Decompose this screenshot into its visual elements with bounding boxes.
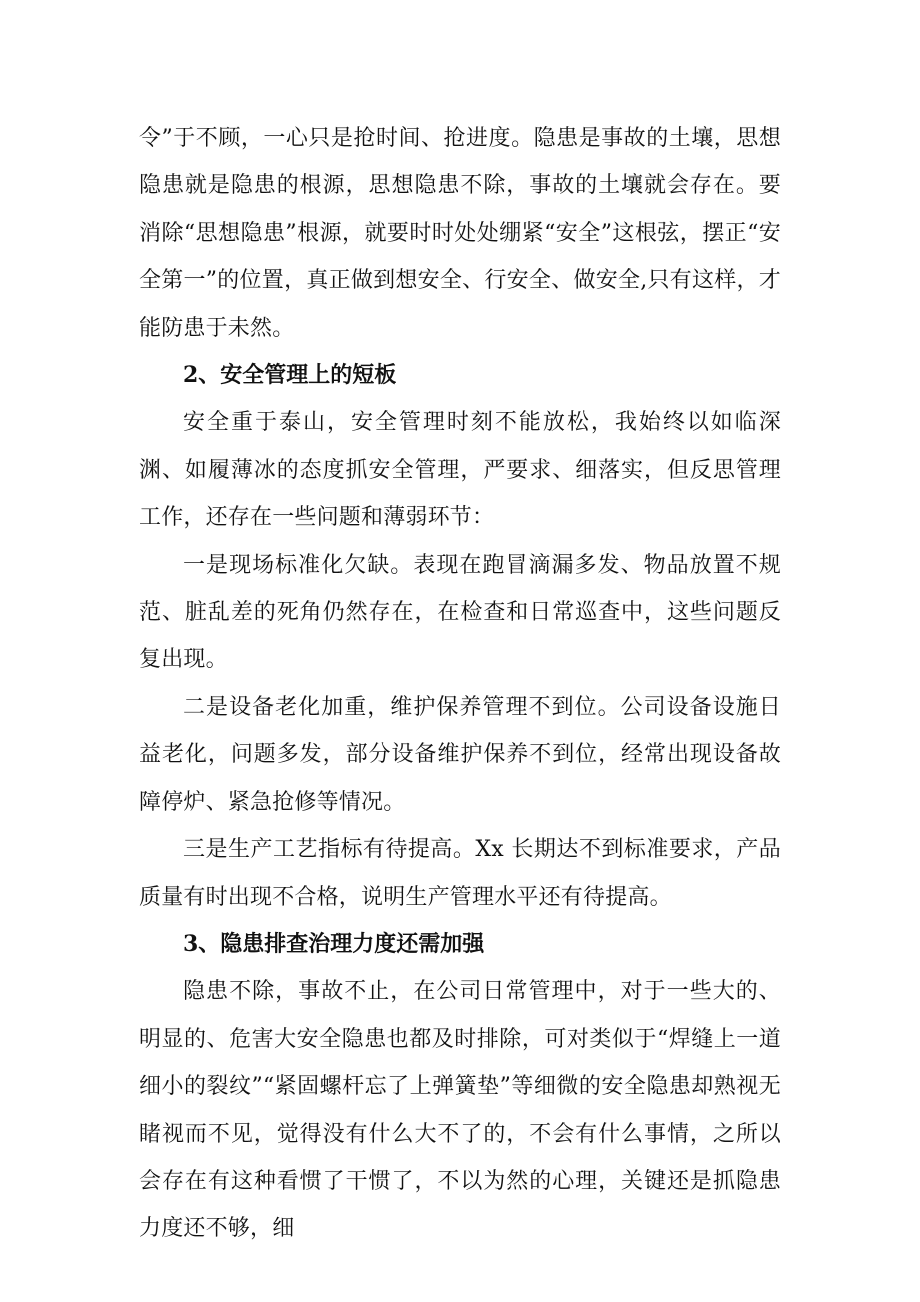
paragraph-hazard-inspection: 隐患不除，事故不止，在公司日常管理中，对于一些大的、明显的、危害大安全隐患也都及时排除，可对类似于“焊缝上一道细小的裂纹”“紧固螺杆忘了上弹簧垫”等细微的安全隐患却熟视无睹视而不见，觉得没有什么大不了的，不会有什么事情，之所以会存在有这种看惯了干惯了，不以为然的心理，关键还是抓隐患力度还不够，细	[139, 979, 781, 1242]
section-heading-3: 3、隐患排查治理力度还需加强	[183, 930, 485, 957]
paragraph-issue-two: 二是设备老化加重，维护保养管理不到位。公司设备设施日益老化，问题多发，部分设备维护保养不到位，经常出现设备故障停炉、紧急抢修等情况。	[139, 694, 781, 815]
paragraph-issue-three: 三是生产工艺指标有待提高。Xx 长期达不到标准要求，产品质量有时出现不合格，说明生产管理水平还有待提高。	[139, 837, 781, 910]
paragraph-safety-management: 安全重于泰山，安全管理时刻不能放松，我始终以如临深渊、如履薄冰的态度抓安全管理，严要求、细落实，但反思管理工作，还存在一些问题和薄弱环节：	[139, 410, 781, 531]
paragraph-issue-one: 一是现场标准化欠缺。表现在跑冒滴漏多发、物品放置不规范、脏乱差的死角仍然存在，在检查和日常巡查中，这些问题反复出现。	[139, 552, 781, 673]
section-heading-2: 2、安全管理上的短板	[183, 362, 397, 389]
document-body	[139, 115, 781, 1253]
paragraph-continuation: 令”于不顾，一心只是抢时间、抢进度。隐患是事故的土壤，思想隐患就是隐患的根源，思想隐患不除，事故的土壤就会存在。要消除“思想隐患”根源，就要时时处处绷紧“安全”这根弦，摆正“安全第一”的位置，真正做到想安全、行安全、做安全,只有这样，才能防患于未然。	[139, 126, 781, 341]
